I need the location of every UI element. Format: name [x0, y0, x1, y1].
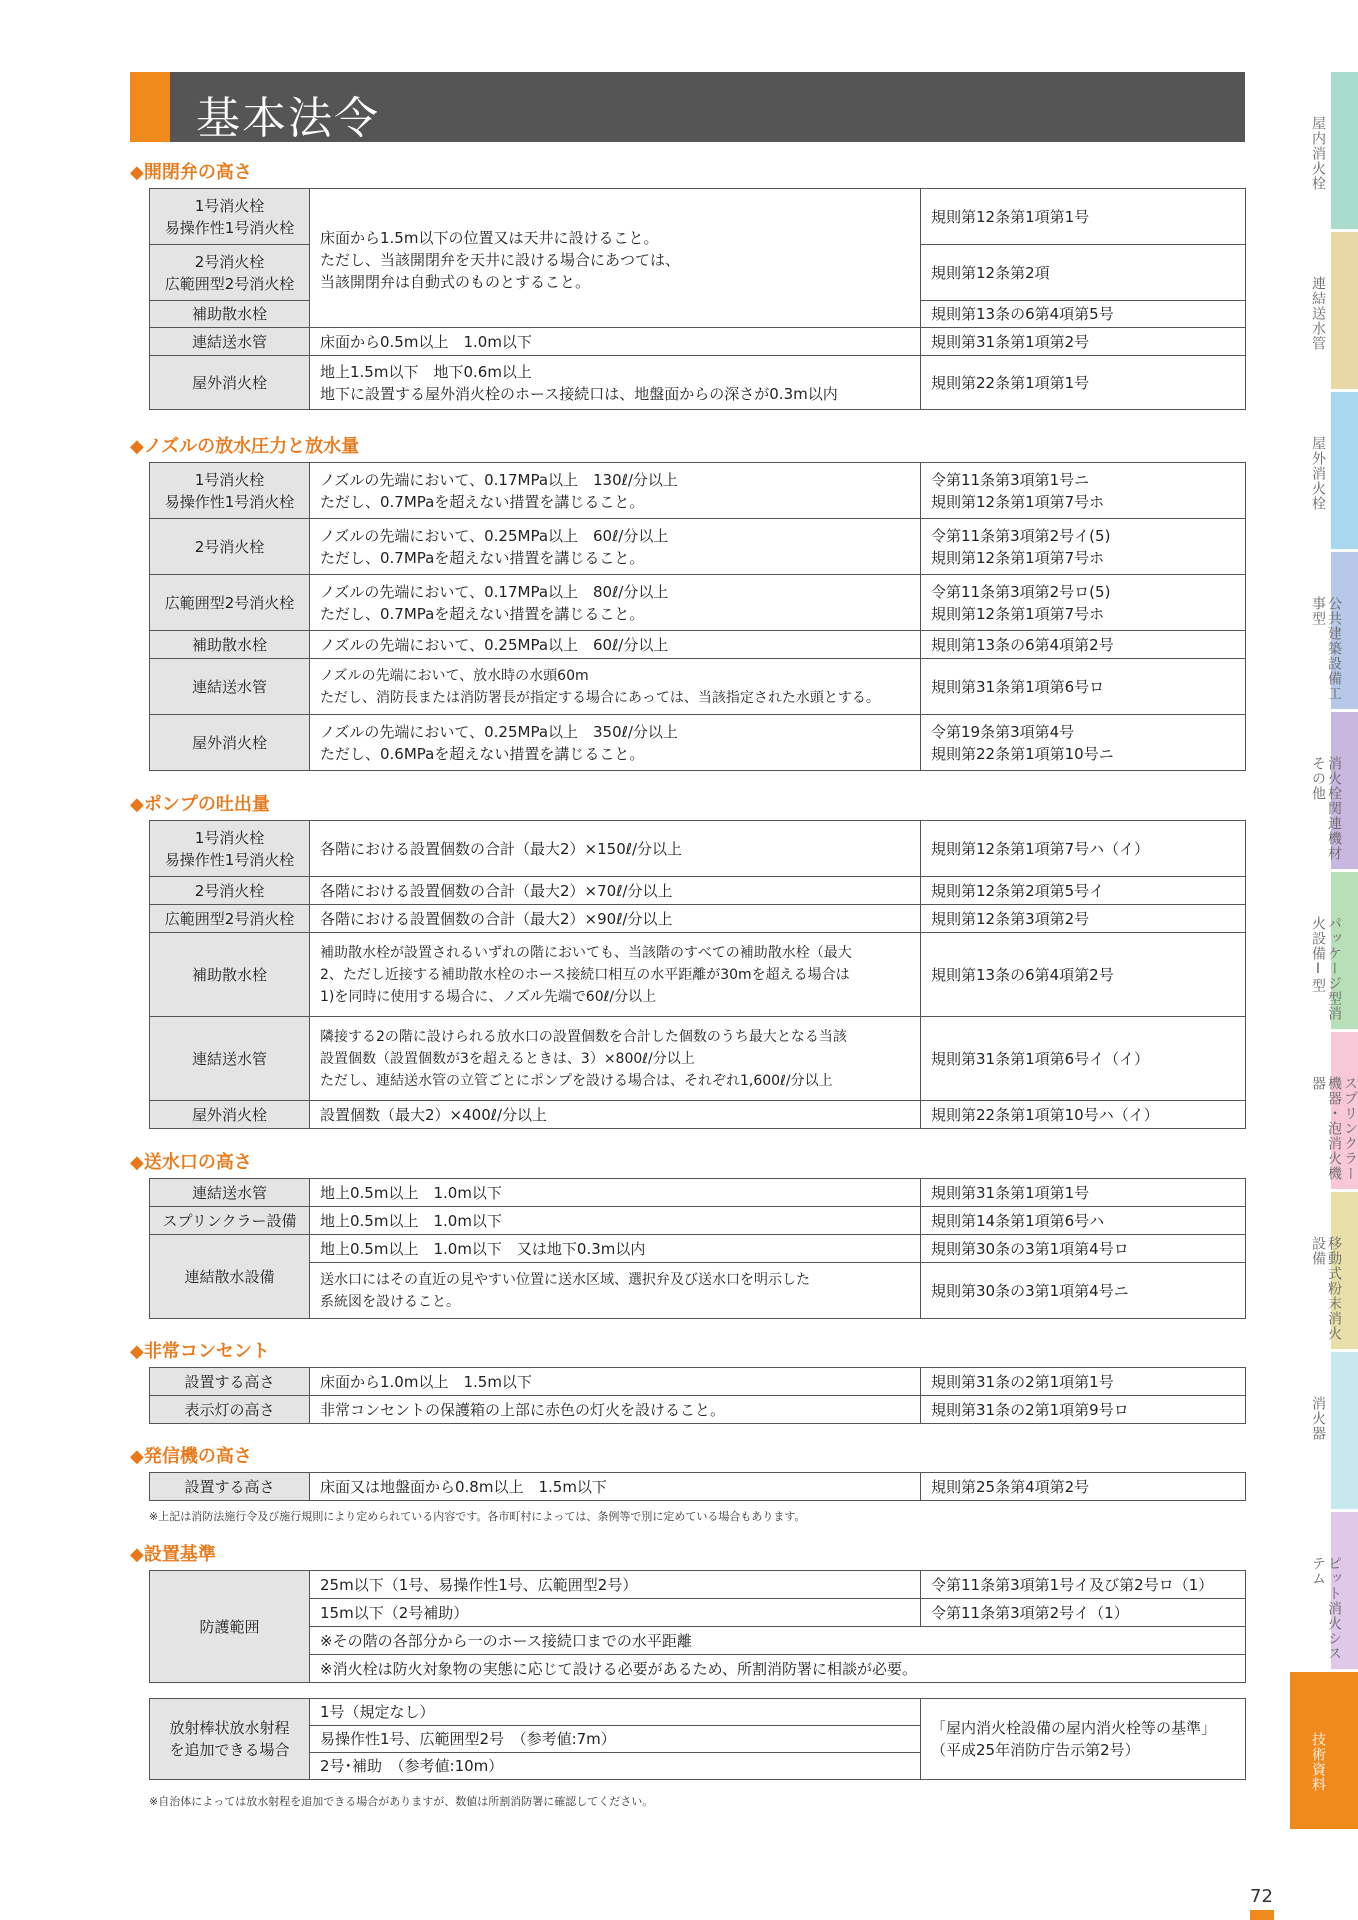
ref-text: 「屋内消火栓設備の屋内消火栓等の基準」: [931, 1719, 1217, 1737]
desc-text: ただし、0.6MPaを超えない措置を講じること。: [320, 744, 645, 763]
desc-cell: 地上0.5m以上 1.0m以下 又は地下0.3m以内: [310, 1235, 921, 1263]
label-cell: 設置する高さ: [150, 1368, 310, 1396]
ref-cell: [921, 463, 1246, 519]
ref-cell: 規則第22条第1項第1号: [921, 356, 1246, 410]
desc-cell: 床面又は地盤面から0.8m以上 1.5m以下: [310, 1473, 921, 1501]
desc-cell: [310, 715, 921, 771]
table-transmitter: [149, 1472, 1246, 1501]
desc-text: ノズルの先端において、0.25MPa以上 60ℓ/分以上: [320, 526, 669, 545]
ref-cell: 令第11条第3項第1号イ及び第2号ロ（1）: [921, 1571, 1246, 1599]
label-cell: 広範囲型2号消火栓: [150, 905, 310, 933]
side-tab-10[interactable]: [1290, 1672, 1358, 1829]
desc-text: ノズルの先端において、0.17MPa以上 130ℓ/分以上: [320, 470, 678, 489]
label-cell: 連結送水管: [150, 328, 310, 356]
label-text: 1号消火栓: [194, 828, 265, 847]
desc-text: ただし、消防長または消防署長が指定する場合にあっては、当該指定された水頭とする。: [320, 689, 880, 706]
label-cell: 広範囲型2号消火栓: [150, 575, 310, 631]
footnote: ※上記は消防法施行令及び施行規則により定められている内容です。各市町村によっては、条例等で別に定めている場合もあります。: [149, 1510, 806, 1523]
footnote: ※自治体によっては放水射程を追加できる場合がありますが、数値は所割消防署に確認してください。: [149, 1795, 654, 1808]
ref-text: 令第11条第3項第2号ロ(5): [931, 582, 1111, 601]
section-heading-outlet: ◆非常コンセント: [130, 1341, 270, 1362]
ref-text: 令第19条第3項第4号: [931, 722, 1075, 741]
desc-cell: [310, 575, 921, 631]
desc-cell: 25m以下（1号、易操作性1号、広範囲型2号）: [310, 1571, 921, 1599]
page-number-bar: [1250, 1910, 1274, 1920]
side-tab-label: 消火栓関連機材その他: [1310, 756, 1342, 861]
ref-cell: 規則第31条第1項第6号ロ: [921, 659, 1246, 715]
label-cell: 設置する高さ: [150, 1473, 310, 1501]
ref-cell: [921, 1699, 1246, 1780]
label-cell: [150, 245, 310, 301]
desc-text: 系統図を設けること。: [320, 1293, 460, 1310]
desc-cell: 設置個数（最大2）×400ℓ/分以上: [310, 1101, 921, 1129]
ref-cell: 規則第14条第1項第6号ハ: [921, 1207, 1246, 1235]
label-cell: 屋外消火栓: [150, 356, 310, 410]
label-cell: [150, 1699, 310, 1780]
label-cell: スプリンクラー設備: [150, 1207, 310, 1235]
side-tab-8[interactable]: [1290, 1352, 1358, 1509]
side-tab-label: ピット消火システム: [1310, 1556, 1342, 1661]
section-heading-nozzle: ◆ノズルの放水圧力と放水量: [130, 436, 360, 457]
desc-cell: 易操作性1号、広範囲型2号 （参考値:7m）: [310, 1726, 921, 1753]
label-cell: 連結送水管: [150, 659, 310, 715]
side-tab-4[interactable]: [1290, 712, 1358, 869]
label-cell: 防護範囲: [150, 1571, 310, 1683]
desc-text: ただし、0.7MPaを超えない措置を講じること。: [320, 604, 645, 623]
desc-text: 1)を同時に使用する場合に、ノズル先端で60ℓ/分以上: [320, 988, 657, 1005]
label-cell: [150, 821, 310, 877]
desc-cell: [310, 519, 921, 575]
ref-cell: 規則第30条の3第1項第4号ロ: [921, 1235, 1246, 1263]
label-text: 2号消火栓: [194, 252, 265, 271]
ref-cell: 規則第12条第1項第1号: [921, 189, 1246, 245]
desc-cell: 地上0.5m以上 1.0m以下: [310, 1179, 921, 1207]
ref-text: 規則第12条第1項第7号ホ: [931, 548, 1105, 567]
ref-cell: 規則第25条第4項第2号: [921, 1473, 1246, 1501]
ref-text: （平成25年消防庁告示第2号）: [931, 1741, 1140, 1759]
desc-text: 床面から1.5m以下の位置又は天井に設けること。: [320, 229, 659, 247]
ref-cell: 規則第12条第3項第2号: [921, 905, 1246, 933]
side-tab-label: 公共建築設備工事型: [1310, 596, 1342, 701]
desc-cell: ノズルの先端において、0.25MPa以上 60ℓ/分以上: [310, 631, 921, 659]
side-tab-label: 屋外消火栓: [1310, 436, 1326, 511]
label-cell: 屋外消火栓: [150, 1101, 310, 1129]
side-tab-label: 連結送水管: [1310, 276, 1326, 351]
ref-text: 規則第12条第1項第7号ホ: [931, 604, 1105, 623]
side-tab-3[interactable]: [1290, 552, 1358, 709]
section-heading-pump: ◆ポンプの吐出量: [130, 794, 270, 815]
desc-cell: [310, 463, 921, 519]
label-cell: 補助散水栓: [150, 301, 310, 328]
desc-cell: [310, 933, 921, 1017]
desc-text: ただし、当該開閉弁を天井に設ける場合にあつては、: [320, 251, 681, 269]
label-text: 易操作性1号消火栓: [164, 850, 295, 869]
desc-text: 補助散水栓が設置されるいずれの階においても、当該階のすべての補助散水栓（最大: [320, 944, 852, 961]
side-tab-6[interactable]: [1290, 1032, 1358, 1189]
ref-cell: 規則第12条第2項第5号イ: [921, 877, 1246, 905]
section-heading-criteria: ◆設置基準: [130, 1544, 216, 1565]
side-tab-label: 消火器: [1310, 1396, 1326, 1441]
desc-text: ノズルの先端において、放水時の水頭60m: [320, 667, 589, 684]
side-tab-nav: [1290, 72, 1358, 1832]
ref-cell: [921, 715, 1246, 771]
desc-cell: 地上0.5m以上 1.0m以下: [310, 1207, 921, 1235]
desc-text: 設置個数（設置個数が3を超えるときは、3）×800ℓ/分以上: [320, 1050, 695, 1067]
section-heading-transmitter: ◆発信機の高さ: [130, 1446, 252, 1467]
table-nozzle: [149, 462, 1246, 771]
ref-cell: 規則第22条第1項第10号ハ（イ）: [921, 1101, 1246, 1129]
ref-cell: 規則第12条第2項: [921, 245, 1246, 301]
desc-cell: [310, 1263, 921, 1319]
side-tab-label: スプリンクラー機器・泡消火機器: [1310, 1076, 1358, 1181]
label-text: 1号消火栓: [194, 196, 265, 215]
label-cell: 補助散水栓: [150, 631, 310, 659]
section-heading-inlet: ◆送水口の高さ: [130, 1152, 252, 1173]
desc-text: 地下に設置する屋外消火栓のホース接続口は、地盤面からの深さが0.3m以内: [320, 384, 838, 403]
title-bar: [130, 72, 1245, 142]
ref-text: 規則第22条第1項第10号ニ: [931, 744, 1114, 763]
side-tab-2[interactable]: [1290, 392, 1358, 549]
side-tab-label: 技術資料: [1310, 1732, 1326, 1792]
ref-cell: 規則第30条の3第1項第4号ニ: [921, 1263, 1246, 1319]
side-tab-0[interactable]: [1290, 72, 1358, 229]
title-accent: [130, 72, 170, 142]
side-tab-9[interactable]: [1290, 1512, 1358, 1669]
label-cell: [150, 463, 310, 519]
ref-cell: 規則第31条の2第1項第9号ロ: [921, 1396, 1246, 1424]
ref-cell: 規則第31条第1項第2号: [921, 328, 1246, 356]
label-cell: [150, 189, 310, 245]
desc-cell: ※消火栓は防火対象物の実態に応じて設ける必要があるため、所割消防署に相談が必要。: [310, 1655, 1246, 1683]
desc-cell: 各階における設置個数の合計（最大2）×70ℓ/分以上: [310, 877, 921, 905]
desc-text: 送水口にはその直近の見やすい位置に送水区域、選択弁及び送水口を明示した: [320, 1271, 810, 1288]
label-text: 放射棒状放水射程: [169, 1719, 290, 1737]
ref-cell: 規則第13条の6第4項第2号: [921, 631, 1246, 659]
ref-cell: 規則第13条の6第4項第5号: [921, 301, 1246, 328]
ref-cell: 規則第13条の6第4項第2号: [921, 933, 1246, 1017]
desc-cell: 15m以下（2号補助）: [310, 1599, 921, 1627]
desc-text: 地上1.5m以下 地下0.6m以上: [320, 362, 532, 381]
desc-cell: [310, 659, 921, 715]
label-text: 易操作性1号消火栓: [164, 492, 295, 511]
desc-text: 2、ただし近接する補助散水栓のホース接続口相互の水平距離が30mを超える場合は: [320, 966, 850, 983]
ref-cell: [921, 519, 1246, 575]
desc-cell: [310, 1017, 921, 1101]
desc-text: 隣接する2の階に設けられる放水口の設置個数を合計した個数のうち最大となる当該: [320, 1028, 847, 1045]
desc-text: 当該開閉弁は自動式のものとすること。: [320, 273, 591, 291]
desc-cell: 2号･補助 （参考値:10m）: [310, 1753, 921, 1780]
table-range: [149, 1698, 1246, 1780]
table-valve-height: [149, 188, 1246, 410]
table-inlet: [149, 1178, 1246, 1319]
side-tab-label: パッケージ型消火設備Ⅰ型: [1310, 916, 1342, 1021]
desc-cell: 1号（規定なし）: [310, 1699, 921, 1726]
label-cell: 連結送水管: [150, 1017, 310, 1101]
table-criteria: [149, 1570, 1246, 1683]
ref-cell: 令第11条第3項第2号イ（1）: [921, 1599, 1246, 1627]
desc-cell: 床面から0.5m以上 1.0m以下: [310, 328, 921, 356]
ref-cell: 規則第31条の2第1項第1号: [921, 1368, 1246, 1396]
desc-cell: 床面から1.0m以上 1.5m以下: [310, 1368, 921, 1396]
side-tab-7[interactable]: [1290, 1192, 1358, 1349]
desc-text: ただし、0.7MPaを超えない措置を講じること。: [320, 492, 645, 511]
label-cell: 屋外消火栓: [150, 715, 310, 771]
desc-cell: [310, 356, 921, 410]
ref-text: 規則第12条第1項第7号ホ: [931, 492, 1105, 511]
label-text: 広範囲型2号消火栓: [164, 274, 295, 293]
section-heading-valve-height: ◆開閉弁の高さ: [130, 162, 252, 183]
desc-text: ただし、0.7MPaを超えない措置を講じること。: [320, 548, 645, 567]
desc-cell: [310, 189, 921, 328]
desc-text: ノズルの先端において、0.17MPa以上 80ℓ/分以上: [320, 582, 669, 601]
label-cell: 2号消火栓: [150, 519, 310, 575]
label-cell: 補助散水栓: [150, 933, 310, 1017]
table-pump: [149, 820, 1246, 1129]
ref-text: 令第11条第3項第2号イ(5): [931, 526, 1111, 545]
label-cell: 連結散水設備: [150, 1235, 310, 1319]
ref-text: 令第11条第3項第1号ニ: [931, 470, 1090, 489]
label-text: 1号消火栓: [194, 470, 265, 489]
ref-cell: 規則第31条第1項第1号: [921, 1179, 1246, 1207]
desc-text: ノズルの先端において、0.25MPa以上 350ℓ/分以上: [320, 722, 678, 741]
ref-cell: [921, 575, 1246, 631]
side-tab-5[interactable]: [1290, 872, 1358, 1029]
label-text: を追加できる場合: [169, 1741, 290, 1759]
page-number: 72: [1250, 1886, 1273, 1907]
desc-cell: 非常コンセントの保護箱の上部に赤色の灯火を設けること。: [310, 1396, 921, 1424]
ref-cell: 規則第12条第1項第7号ハ（イ）: [921, 821, 1246, 877]
page-title: 基本法令: [196, 93, 380, 144]
label-cell: 連結送水管: [150, 1179, 310, 1207]
table-outlet: [149, 1367, 1246, 1424]
desc-cell: 各階における設置個数の合計（最大2）×90ℓ/分以上: [310, 905, 921, 933]
desc-cell: 各階における設置個数の合計（最大2）×150ℓ/分以上: [310, 821, 921, 877]
label-cell: 表示灯の高さ: [150, 1396, 310, 1424]
ref-cell: 規則第31条第1項第6号イ（イ）: [921, 1017, 1246, 1101]
side-tab-label: 移動式粉末消火設備: [1310, 1236, 1342, 1341]
side-tab-label: 屋内消火栓: [1310, 116, 1326, 191]
desc-text: ただし、連結送水管の立管ごとにポンプを設ける場合は、それぞれ1,600ℓ/分以上: [320, 1072, 833, 1089]
label-text: 易操作性1号消火栓: [164, 218, 295, 237]
label-cell: 2号消火栓: [150, 877, 310, 905]
side-tab-1[interactable]: [1290, 232, 1358, 389]
desc-cell: ※その階の各部分から一のホース接続口までの水平距離: [310, 1627, 1246, 1655]
